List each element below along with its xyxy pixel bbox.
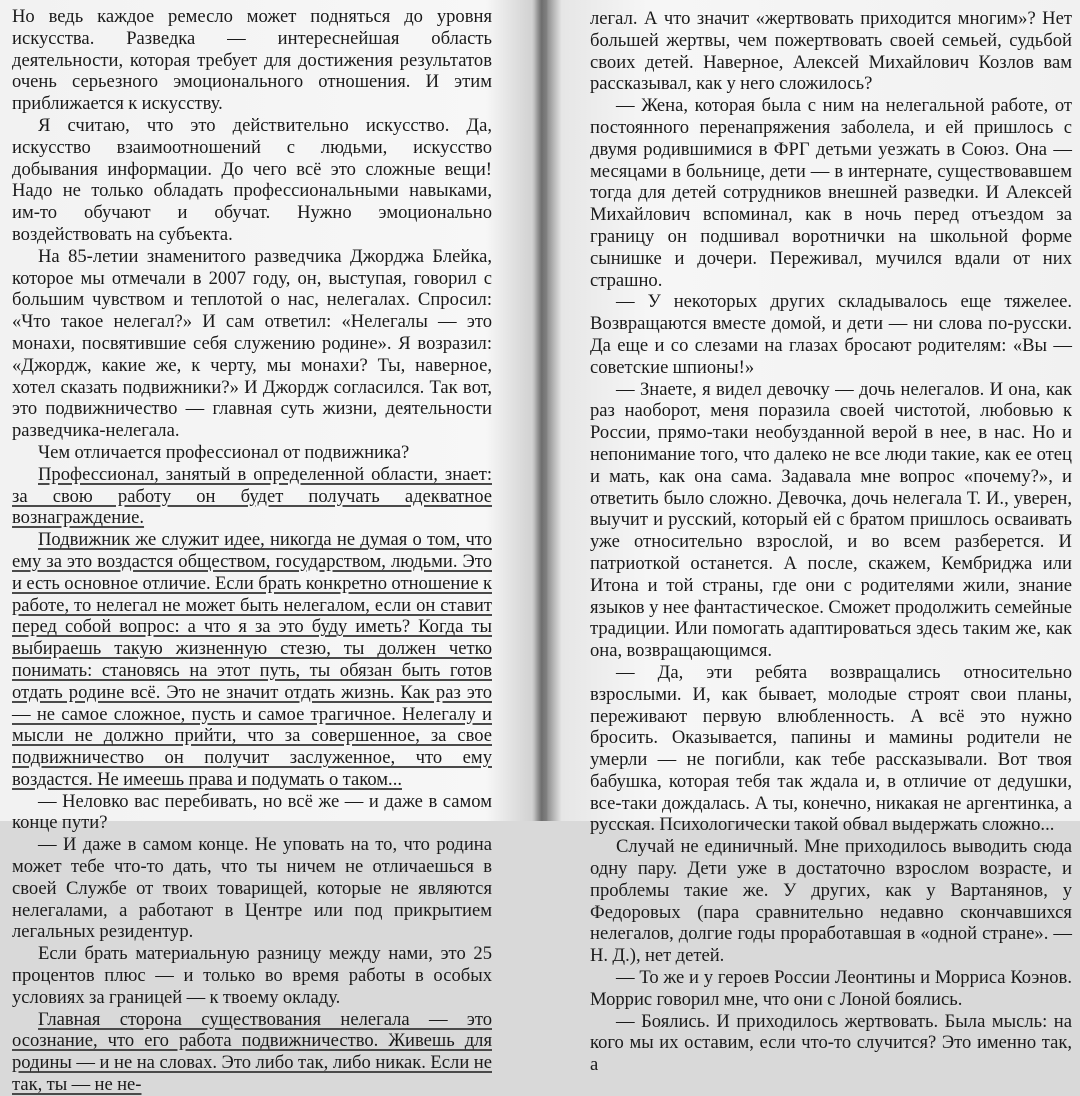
right-page [590,0,1072,1076]
right-paragraph-6: Случай не единичный. Мне приходилось выводить сюда одну пару. Дети уже в достаточно взрослом возрасте, и проблемы такие же. У других, как у Вартанянов, у Федоровых (пара сравнительно недавно скончавшихся нелегалов, долгие годы проработавшая в «одной стране». — Н. Д.), нет детей. [590,836,1072,967]
right-paragraph-4: — Знаете, я видел девочку — дочь нелегалов. И она, как раз наоборот, меня поразила своей чистотой, любовью к России, прямо-таки необузданной верой в нее, в нас. Но и непонимание того, что далеко не все люди такие, как ее отец и мать, как она сама. Задавала мне вопрос «почему?», и ответить было сложно. Девочка, дочь нелегала Т. И., уверен, выучит и русский, который ей с братом пришлось осваивать уже относительно взрослой, и во всем разберется. И патриоткой останется. А после, скажем, Кембриджа или Итона и той страны, где они с родителями жили, знание языков у нее фантастическое. Сможет продолжить семейные традиции. Или помогать адаптироваться здесь таким же, как она, возвращающимся. [590,378,1072,662]
right-paragraph-7: — То же и у героев России Леонтины и Морриса Коэнов. Моррис говорил мне, что они с Лоной боялись. [590,967,1072,1010]
book-gutter-shadow [532,0,548,821]
left-paragraph-9: Если брать материальную разницу между нами, это 25 процентов плюс — и только во время работы в особых условиях за границей — к твоему окладу. [12,943,492,1008]
right-paragraph-2: — Жена, которая была с ним на нелегальной работе, от постоянного перенапряжения заболела, и ей пришлось с двумя родившимися в ФРГ детьми уезжать в Союз. Она — месяцами в больнице, дети — в интернате, существовавшем тогда для детей сотрудников внешней разведки. И Алексей Михайлович вспоминал, как в ночь перед отъездом за границу он подшивал воротнички на школьной форме сынишке и дочери. Переживал, мучился вдали от них страшно. [590,95,1072,291]
left-page [12,0,492,1096]
left-paragraph-3: На 85-летии знаменитого разведчика Джорджа Блейка, которое мы отмечали в 2007 году, он, выступая, говорил с большим чувством и теплотой о нас, нелегалах. Спросил: «Что такое нелегал?» И сам ответил: «Нелегалы — это монахи, посвятившие себя служению родине». Я возразил: «Джордж, какие же, к черту, мы монахи? Ты, наверное, хотел сказать подвижники?» И Джордж согласился. Так вот, это подвижничество — главная суть жизни, деятельности разведчика-нелегала. [12,245,492,442]
right-paragraph-5: — Да, эти ребята возвращались относительно взрослыми. И, как бывает, молодые строят свои планы, переживают первую влюбленность. А всё это нужно бросить. Оказывается, папины и мамины родители не умерли — не погибли, как тебе рассказывали. Вот твоя бабушка, которая тебя так ждала и, в отличие от дедушки, все-таки дождалась. А ты, конечно, никакая не аргентинка, а русская. Психологически такой обвал выдержать сложно... [590,661,1072,836]
right-paragraph-8: — Боялись. И приходилось жертвовать. Была мысль: на кого мы их оставим, если что-то случится? Это именно так, а [590,1010,1072,1076]
left-paragraph-7: — Неловко вас перебивать, но всё же — и даже в самом конце пути? [12,790,492,834]
right-paragraph-1: легал. А что значит «жертвовать приходится многим»? Нет большей жертвы, чем пожертвовать своей семьей, судьбой своих детей. Наверное, Алексей Михайлович Козлов вам рассказывал, как у него сложилось? [590,8,1072,95]
left-paragraph-2: Я считаю, что это действительно искусство. Да, искусство взаимоотношений с людьми, искусство добывания информации. До чего всё это сложные вещи! Надо не только обладать профессиональными навыками, им-то обучают и обучат. Нужно эмоционально воздействовать на субъекта. [12,114,492,245]
left-paragraph-4: Чем отличается профессионал от подвижника? [38,441,410,463]
left-paragraph-8: — И даже в самом конце. Не уповать на то, что родина может тебе что-то дать, что ты ничем не отличаешься в своей Службе от твоих товарищей, которые не являются нелегалами, а работают в Центре или под прикрытием легальных резидентур. [12,834,492,943]
left-paragraph-5-underlined: Профессионал, занятый в определенной области, знает: за свою работу он будет получать адекватное вознаграждение. [12,463,492,529]
left-paragraph-10-underlined: Главная сторона существования нелегала — это осознание, что его работа подвижничество. Живешь для родины — и не на словах. Это либо так, либо никак. Если не так, ты — не не- [12,1008,492,1096]
left-paragraph-1: Но ведь каждое ремесло может подняться до уровня искусства. Разведка — интереснейшая область деятельности, которая требует для достижения результатов очень серьезного эмоционального отношения. И этим приближается к искусству. [12,6,492,115]
left-paragraph-6-underlined: Подвижник же служит идее, никогда не думая о том, что ему за это воздастся обществом, государством, людьми. Это и есть основное отличие. Если брать конкретно отношение к работе, то нелегал не может быть нелегалом, если он ставит перед собой вопрос: а что я за это буду иметь? Когда ты выбираешь такую жизненную стезю, ты должен четко понимать: становясь на этот путь, ты обязан быть готов отдать родине всё. Это не значит отдать жизнь. Как раз это — не самое сложное, пусть и самое трагичное. Нелегалу и мысли не должно прийти, что за совершенное, за свое подвижничество он получит заслуженное, что ему воздастся. Не имеешь права и подумать о таком... [12,529,492,790]
right-paragraph-3: — У некоторых других складывалось еще тяжелее. Возвращаются вместе домой, и дети — ни слова по-русски. Да еще и со слезами на глазах бросают родителям: «Вы — советские шпионы!» [590,291,1072,378]
